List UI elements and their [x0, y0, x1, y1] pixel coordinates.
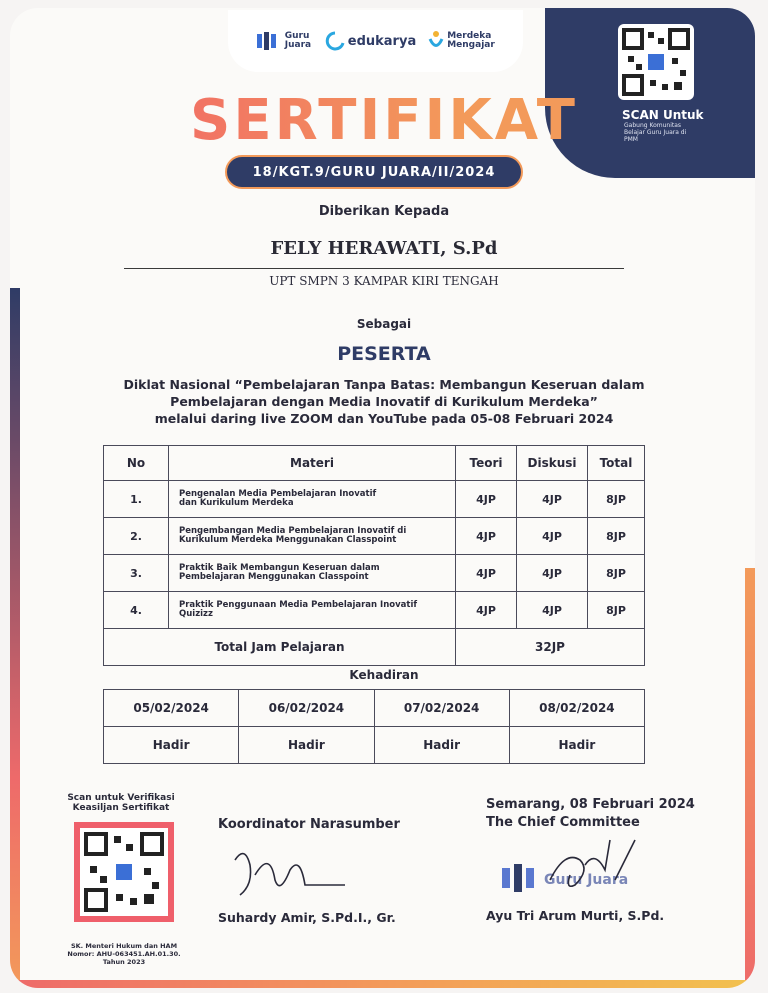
total-label: Total Jam Pelajaran: [104, 629, 456, 666]
logo-bar: [228, 10, 523, 72]
attendance-status: Hadir: [104, 727, 239, 764]
row-no: 2.: [104, 518, 169, 555]
as-label: Sebagai: [356, 317, 412, 331]
total-value: 32JP: [456, 629, 645, 666]
description-line: melalui daring live ZOOM dan YouTube pada 05-08 Februari 2024: [154, 411, 614, 426]
verify-line: Keasiljan Sertifikat: [72, 803, 170, 813]
header-teori: Teori: [456, 446, 517, 481]
materi-line: Pembelajaran Menggunakan Classpoint: [179, 572, 369, 582]
coordinator-role: Koordinator Narasumber: [218, 817, 400, 832]
right-band: [745, 568, 755, 988]
bottom-band: [10, 980, 755, 988]
guru-juara-logo: [256, 31, 313, 51]
row-no: 4.: [104, 592, 169, 629]
row-materi: [169, 518, 456, 555]
guru-juara-stamp-icon: [500, 862, 540, 894]
header-diskusi: Diskusi: [517, 446, 588, 481]
materials-table: [103, 445, 645, 666]
row-teori: 4JP: [456, 518, 517, 555]
coordinator-name: Suhardy Amir, S.Pd.I., Gr.: [218, 910, 396, 925]
recipient-name: FELY HERAWATI, S.Pd: [270, 238, 498, 259]
attendance-date: 05/02/2024: [104, 690, 239, 727]
verify-line: Scan untuk Verifikasi: [67, 793, 175, 803]
header-materi: Materi: [169, 446, 456, 481]
table-row: [104, 555, 645, 592]
row-total: 8JP: [588, 555, 645, 592]
materi-line: Pengenalan Media Pembelajaran Inovatif: [179, 489, 377, 499]
table-header-row: [104, 446, 645, 481]
row-materi: [169, 481, 456, 518]
signature-right-icon: [535, 830, 645, 905]
legal-line: Nomor: AHU-063451.AH.01.30.: [67, 950, 181, 958]
row-diskusi: 4JP: [517, 555, 588, 592]
header-total: Total: [588, 446, 645, 481]
stamp-text: Guru Juara: [544, 872, 629, 888]
row-teori: 4JP: [456, 481, 517, 518]
qr-code-icon: [80, 828, 168, 916]
row-no: 1.: [104, 481, 169, 518]
attendance-title: Kehadiran: [349, 668, 419, 682]
row-no: 3.: [104, 555, 169, 592]
signature-left-icon: [225, 840, 355, 910]
materi-line: Pengembangan Media Pembelajaran Inovatif di: [179, 526, 407, 536]
row-materi: [169, 555, 456, 592]
legal-line: Tahun 2023: [102, 958, 146, 966]
chief-name: Ayu Tri Arum Murti, S.Pd.: [486, 908, 665, 923]
name-underline: [124, 268, 624, 269]
materi-line: Kurikulum Merdeka Menggunakan Classpoint: [179, 535, 397, 545]
row-total: 8JP: [588, 481, 645, 518]
description-line: Pembelajaran dengan Media Inovatif di Kurikulum Merdeka”: [170, 394, 598, 409]
merdeka-mengajar-text: Merdeka Mengajar: [447, 31, 495, 50]
given-to-label: Diberikan Kepada: [318, 204, 450, 219]
attendance-date: 07/02/2024: [374, 690, 509, 727]
attendance-table: [103, 689, 645, 764]
chief-committee-role: The Chief Committee: [486, 815, 640, 830]
table-row: [104, 518, 645, 555]
header-no: No: [104, 446, 169, 481]
attendance-status-row: [104, 727, 645, 764]
edukarya-text: edukarya: [347, 33, 417, 49]
merdeka-mengajar-icon: [428, 30, 444, 52]
table-row: [104, 481, 645, 518]
row-materi: [169, 592, 456, 629]
training-description: [0, 376, 768, 427]
attendance-status: Hadir: [239, 727, 374, 764]
materi-line: Quizizz: [179, 609, 213, 619]
guru-juara-icon: [256, 31, 282, 51]
row-diskusi: 4JP: [517, 592, 588, 629]
row-diskusi: 4JP: [517, 481, 588, 518]
certificate-number: 18/KGT.9/GURU JUARA/II/2024: [225, 155, 523, 189]
table-row: [104, 592, 645, 629]
edukarya-logo: [325, 31, 416, 51]
attendance-status: Hadir: [509, 727, 644, 764]
place-date: Semarang, 08 Februari 2024: [486, 797, 695, 812]
total-row: [104, 629, 645, 666]
edukarya-icon: [325, 31, 345, 51]
row-teori: 4JP: [456, 555, 517, 592]
recipient-institution: UPT SMPN 3 KAMPAR KIRI TENGAH: [269, 274, 499, 288]
certificate-title: SERTIFIKAT: [0, 88, 768, 153]
merdeka-mengajar-logo: [428, 30, 495, 52]
materi-line: dan Kurikulum Merdeka: [179, 498, 294, 508]
attendance-date: 08/02/2024: [509, 690, 644, 727]
verify-label: [56, 793, 186, 813]
legal-line: SK. Menteri Hukum dan HAM: [70, 942, 178, 950]
materi-line: Praktik Baik Membangun Keseruan dalam: [179, 563, 380, 573]
role-label: PESERTA: [337, 343, 431, 365]
row-diskusi: 4JP: [517, 518, 588, 555]
description-line: Diklat Nasional “Pembelajaran Tanpa Batas: Membangun Keseruan dalam: [123, 377, 645, 392]
attendance-date-row: [104, 690, 645, 727]
attendance-date: 06/02/2024: [239, 690, 374, 727]
row-teori: 4JP: [456, 592, 517, 629]
guru-juara-text: Guru Juara: [284, 31, 312, 50]
row-total: 8JP: [588, 592, 645, 629]
row-total: 8JP: [588, 518, 645, 555]
legal-note: [54, 942, 194, 966]
verification-qr-code[interactable]: [74, 822, 174, 922]
place-date-block: [486, 796, 695, 832]
attendance-status: Hadir: [374, 727, 509, 764]
materi-line: Praktik Penggunaan Media Pembelajaran Inovatif: [179, 600, 418, 610]
